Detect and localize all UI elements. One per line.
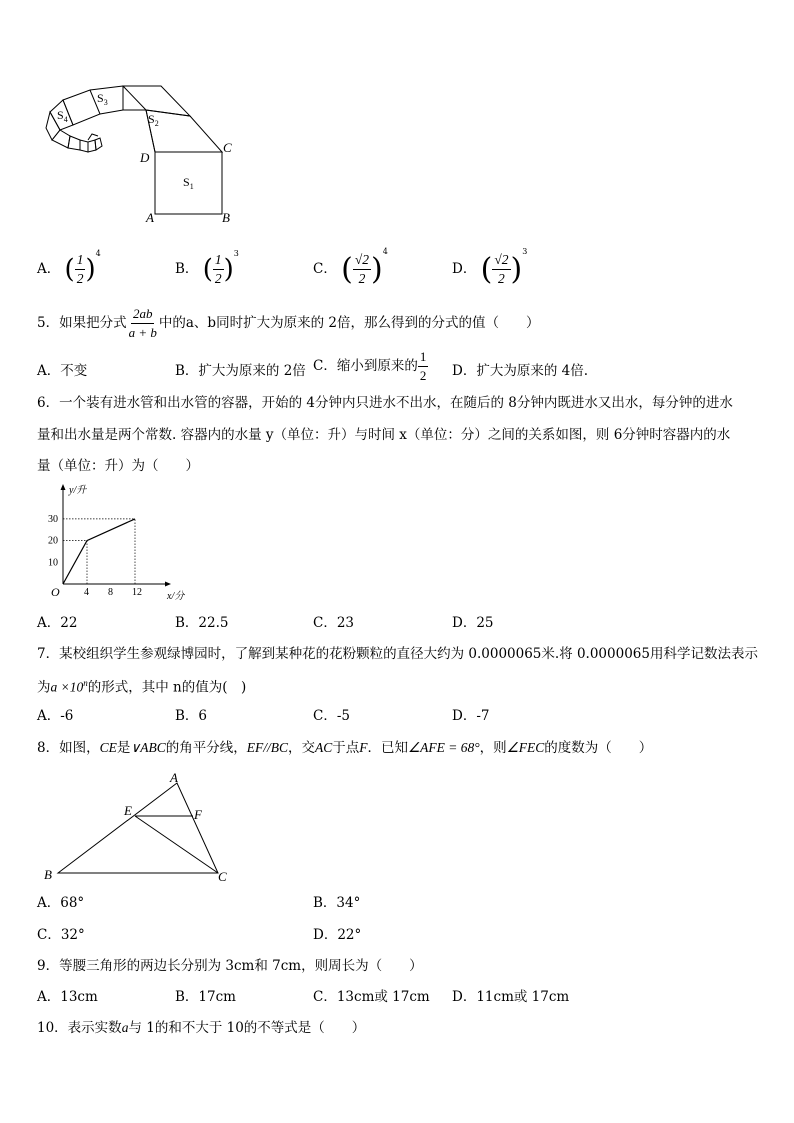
frac-den: 2 — [498, 271, 505, 286]
q8-mid3: ，交 — [288, 740, 315, 756]
s1-label: $S_1$ — [183, 175, 194, 191]
q7-option-d: D．-7 — [452, 708, 490, 724]
point-b-label: B — [222, 210, 230, 225]
option-label: A． — [37, 261, 61, 277]
q7-line-2 — [37, 679, 246, 695]
q8-post: 的度数为（ ） — [544, 740, 653, 756]
q9-option-b: B．17cm — [175, 989, 236, 1005]
q7-option-c: C．-5 — [313, 708, 350, 724]
q5-option-c — [313, 349, 428, 384]
q9-option-a: A．13cm — [37, 989, 98, 1005]
point-a-label: A — [146, 210, 154, 225]
tri-point-b: B — [44, 867, 52, 882]
q8-efbc: EF//BC — [246, 740, 288, 755]
x-tick-label: 4 — [84, 587, 89, 598]
q7-option-b: B．6 — [175, 708, 208, 724]
q8-mid6: ，则 — [479, 740, 507, 756]
q8-option-b: B．34° — [313, 895, 361, 911]
q7-exp: n — [83, 678, 88, 688]
q4-option-a: A． ( $\frac{1}{2}$ )$^4$ — [37, 248, 101, 286]
q5-option-b: B．扩大为原来的 2倍 — [175, 363, 306, 379]
q7-pre: 为 — [37, 679, 51, 696]
triangle-figure — [40, 768, 240, 888]
q6-chart — [40, 483, 190, 608]
q5-suffix: 中的a、b同时扩大为原来的 2倍，那么得到的分式的值（ ） — [158, 315, 540, 331]
q6-option-a: A．22 — [37, 615, 78, 631]
q8-stem — [37, 741, 652, 756]
frac-den: 2 — [76, 271, 84, 286]
q6-option-c: C．23 — [313, 615, 355, 631]
y-axis-label: y/升 — [69, 485, 87, 496]
q8-mid5: ．已知 — [367, 740, 409, 756]
q8-mid4: 于点 — [332, 740, 360, 756]
exponent: 3 — [233, 248, 239, 258]
q10-stem — [37, 1021, 365, 1036]
option-label: C． — [313, 261, 337, 277]
q8-ce: CE — [99, 740, 117, 755]
squares-figure — [40, 80, 250, 230]
point-c-label: C — [223, 140, 232, 155]
tri-point-f: F — [194, 807, 202, 822]
y-tick-label: 10 — [48, 557, 58, 569]
q9-option-d: D．11cm或 17cm — [452, 989, 570, 1005]
frac-den: 2 — [214, 271, 222, 286]
q8-option-a: A．68° — [37, 895, 85, 911]
origin-label: O — [51, 585, 60, 599]
y-tick-label: 20 — [48, 535, 58, 547]
q5-c-num: 1 — [418, 349, 429, 367]
q9-option-c: C．13cm或 17cm — [313, 989, 430, 1005]
q4-option-d: D． ( $\frac{√2}{2}$ )$^3$ — [452, 246, 528, 287]
q5-frac-num: 2ab — [131, 306, 155, 324]
q8-option-c: C．32° — [37, 927, 85, 943]
q5-option-a: A．不变 — [37, 363, 88, 379]
frac-num: √2 — [353, 252, 371, 270]
x-axis-label: x/分 — [167, 591, 185, 602]
x-axis-arrow — [165, 582, 171, 587]
q6-line-3: 量（单位：升）为（ ） — [37, 458, 199, 474]
exponent: 4 — [95, 248, 101, 258]
q8-mid2: 的角平分线， — [165, 740, 247, 756]
q8-option-d: D．22° — [313, 927, 362, 943]
q5-prefix: 5．如果把分式 — [37, 315, 127, 331]
frac-den: 2 — [358, 271, 366, 286]
q9-stem: 9．等腰三角形的两边长分别为 3cm和 7cm，则周长为（ ） — [37, 958, 423, 974]
series-line — [63, 519, 135, 584]
tri-point-a: A — [170, 770, 178, 785]
frac-num: 1 — [75, 252, 86, 270]
q6-line-2: 量和出水量是两个常数. 容器内的水量 y（单位：升）与时间 x（单位：分）之间的关系如图，则 6分钟时容器内的水 — [37, 427, 731, 443]
q5-option-d: D．扩大为原来的 4倍. — [452, 363, 588, 379]
exponent: 4 — [382, 246, 388, 256]
q8-pre: 8．如图， — [37, 740, 100, 756]
q5-c-den: 2 — [419, 368, 427, 383]
s3-label: $S_3$ — [97, 91, 108, 107]
frac-num: √2 — [492, 252, 510, 270]
x-tick-label: 8 — [108, 587, 113, 598]
exponent: 3 — [522, 246, 528, 256]
q7-option-a: A．-6 — [37, 708, 74, 724]
tri-point-c: C — [218, 869, 227, 884]
q7-math: a ×10 — [50, 679, 84, 695]
q4-option-b: B． ( $\frac{1}{2}$ )$^3$ — [175, 248, 239, 286]
s2-label: $S_2$ — [148, 112, 159, 128]
q6-option-b: B．22.5 — [175, 615, 229, 631]
q10-a: a — [121, 1020, 129, 1035]
q5-frac-den: a + b — [128, 325, 157, 340]
q4-option-c: C． ( $\frac{√2}{2}$ )$^4$ — [313, 246, 388, 287]
q7-post: 的形式，其中 n的值为( ) — [87, 679, 247, 696]
frac-num: 1 — [213, 252, 224, 270]
q10-post: 与 1的和不大于 10的不等式是（ ） — [128, 1020, 366, 1036]
q8-f: F — [359, 740, 368, 755]
y-tick-label: 30 — [48, 513, 58, 525]
q7-line-1: 7．某校组织学生参观绿博园时，了解到某种花的花粉颗粒的直径大约为 0.0000065米.将 0.0000065用科学记数法表示 — [37, 646, 758, 662]
q6-option-d: D．25 — [452, 615, 494, 631]
q8-afe: ∠AFE = 68° — [408, 740, 480, 755]
q8-ac: AC — [315, 740, 333, 755]
y-axis-arrow — [61, 484, 66, 490]
q5-option-c-text: C．缩小到原来的 — [313, 358, 418, 374]
q8-abc: ∨ABC — [130, 740, 166, 755]
option-label: D． — [452, 261, 477, 277]
x-tick-label: 12 — [132, 587, 142, 598]
option-label: B． — [175, 261, 199, 277]
q6-line-1: 6．一个装有进水管和出水管的容器，开始的 4分钟内只进水不出水，在随后的 8分钟内既进水又出水，每分钟的进水 — [37, 395, 733, 411]
q8-fec: ∠FEC — [506, 740, 545, 755]
s4-label: $S_4$ — [57, 108, 68, 124]
q10-pre: 10．表示实数 — [37, 1020, 122, 1036]
q5-stem — [37, 306, 539, 341]
q8-mid1: 是 — [116, 740, 131, 756]
point-d-label: D — [140, 150, 150, 165]
tri-point-e: E — [124, 803, 132, 818]
